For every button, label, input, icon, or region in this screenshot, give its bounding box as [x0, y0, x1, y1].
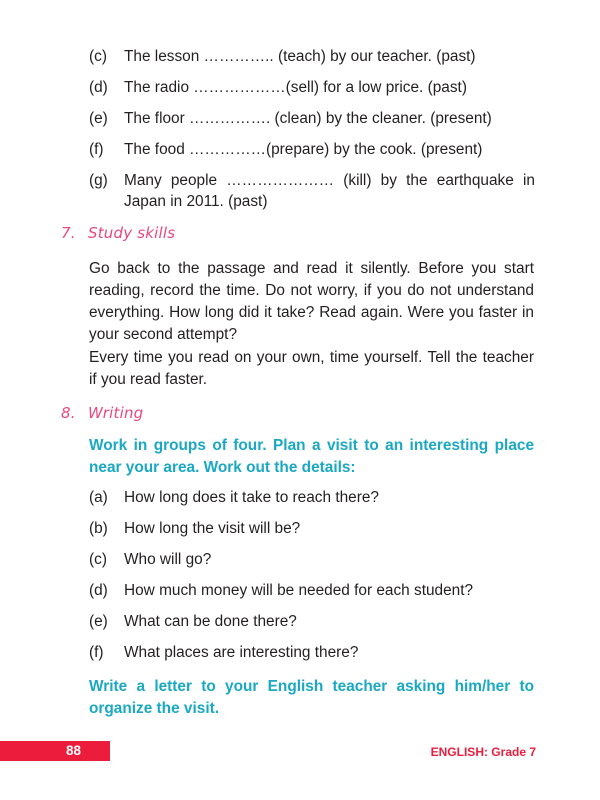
section-number: 7. — [61, 224, 76, 242]
section-7-heading — [61, 223, 175, 243]
item-label: (d) — [89, 79, 108, 96]
question-item-c — [89, 549, 535, 570]
exercise-item-c — [89, 46, 535, 67]
book-title: ENGLISH: Grade 7 — [430, 745, 536, 759]
section-8-heading — [61, 403, 143, 423]
writing-instruction: Work in groups of four. Plan a visit to an interesting place near your area. Work out the details: — [89, 437, 534, 476]
study-skills-paragraph-2: Every time you read on your own, time yourself. Tell the teacher if you read faster. — [89, 349, 534, 388]
item-label: (b) — [89, 520, 108, 537]
page-number-bar — [0, 741, 110, 761]
question-item-e — [89, 611, 535, 632]
question-item-f — [89, 642, 535, 663]
item-text: The radio ………………(sell) for a low price. (past) — [124, 79, 467, 96]
item-label: (d) — [89, 582, 108, 599]
exercise-item-g — [89, 170, 535, 212]
item-text: The floor ……………. (clean) by the cleaner. (present) — [124, 110, 492, 127]
item-label: (e) — [89, 110, 108, 127]
item-label: (f) — [89, 141, 104, 158]
section-number: 8. — [61, 404, 76, 422]
item-label: (g) — [89, 172, 108, 189]
item-text: How long the visit will be? — [124, 520, 301, 537]
item-text: How long does it take to reach there? — [124, 489, 379, 506]
item-text: Many people ………………… (kill) by the earthquake in Japan in 2011. (past) — [124, 172, 535, 210]
exercise-item-e — [89, 108, 535, 129]
study-skills-paragraph-1: Go back to the passage and read it silently. Before you start reading, record the time. Do not worry, if you do not understand everything. How long did it take? Read again. Were you faster in your second attempt? — [89, 260, 534, 343]
page-number: 88 — [66, 743, 82, 758]
section-title: Study skills — [88, 224, 176, 242]
exercise-item-f — [89, 139, 535, 160]
item-label: (f) — [89, 644, 104, 661]
question-item-d — [89, 580, 535, 601]
item-text: Who will go? — [124, 551, 212, 568]
item-text: What places are interesting there? — [124, 644, 359, 661]
item-label: (c) — [89, 551, 107, 568]
item-label: (c) — [89, 48, 107, 65]
item-text: How much money will be needed for each student? — [124, 582, 474, 599]
writing-closing-task: Write a letter to your English teacher asking him/her to organize the visit. — [89, 678, 534, 717]
item-label: (e) — [89, 613, 108, 630]
item-text: The food ……………(prepare) by the cook. (present) — [124, 141, 483, 158]
section-title: Writing — [88, 404, 144, 422]
item-text: What can be done there? — [124, 613, 297, 630]
exercise-item-d — [89, 77, 535, 98]
question-item-a — [89, 487, 535, 508]
item-label: (a) — [89, 489, 108, 506]
question-item-b — [89, 518, 535, 539]
item-text: The lesson ………….. (teach) by our teacher. (past) — [124, 48, 476, 65]
